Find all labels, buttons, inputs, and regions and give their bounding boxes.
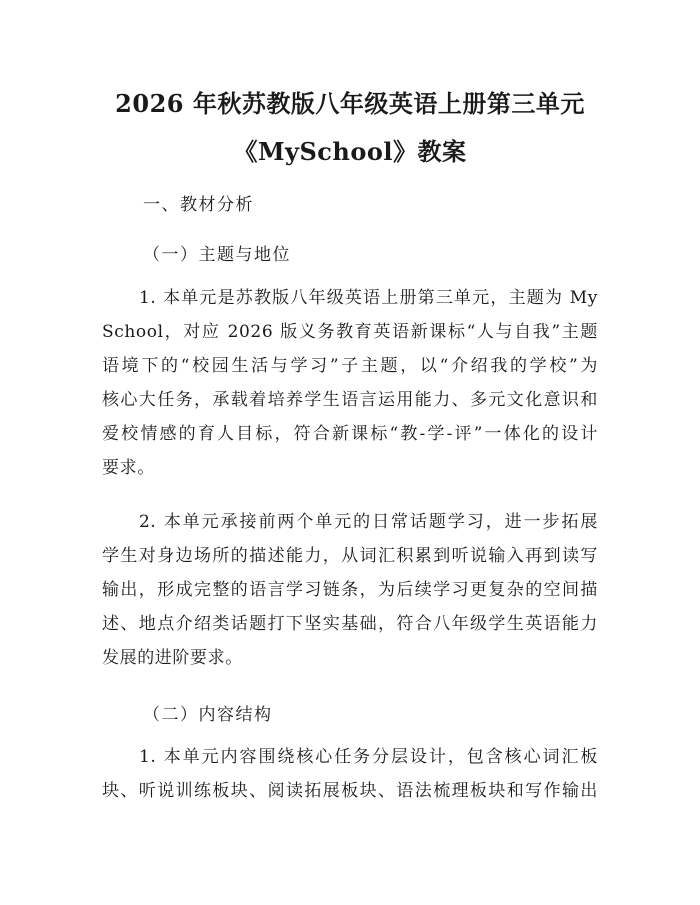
subsection-heading-content-structure: （二）内容结构 [143, 705, 273, 725]
paragraph-line: 发展的进阶要求。 [102, 648, 243, 668]
paragraph-line: 1. 本单元内容围绕核心任务分层设计，包含核心词汇板 [139, 747, 598, 767]
paragraph-line: 学生对身边场所的描述能力，从词汇积累到听说输入再到读写 [102, 546, 598, 566]
paragraph-line: 块、听说训练板块、阅读拓展板块、语法梳理板块和写作输出 [102, 781, 598, 801]
section-heading-textbook-analysis: 一、教材分析 [143, 195, 254, 215]
document-title-line-2: 《MySchool》教案 [233, 137, 467, 166]
document-title-line-1: 2026 年秋苏教版八年级英语上册第三单元 [115, 89, 585, 118]
paragraph-line: 爱校情感的育人目标，符合新课标“教-学-评”一体化的设计 [102, 424, 598, 444]
paragraph-2 [102, 505, 598, 675]
paragraph-line: 输出，形成完整的语言学习链条，为后续学习更复杂的空间描 [102, 580, 598, 600]
paragraph-line: 核心大任务，承载着培养学生语言运用能力、多元文化意识和 [102, 390, 598, 410]
paragraph-line: School，对应 2026 版义务教育英语新课标“人与自我”主题 [102, 322, 598, 342]
paragraph-3 [102, 740, 598, 808]
subsection-heading-theme-and-status: （一）主题与地位 [143, 245, 291, 265]
paragraph-1 [102, 281, 598, 485]
paragraph-line: 2. 本单元承接前两个单元的日常话题学习，进一步拓展 [139, 512, 598, 532]
paragraph-line: 1. 本单元是苏教版八年级英语上册第三单元，主题为 My [139, 288, 598, 308]
paragraph-line: 要求。 [102, 458, 155, 478]
paragraph-line: 语境下的“校园生活与学习”子主题，以“介绍我的学校”为 [102, 356, 598, 376]
paragraph-line: 述、地点介绍类话题打下坚实基础，符合八年级学生英语能力 [102, 614, 598, 634]
